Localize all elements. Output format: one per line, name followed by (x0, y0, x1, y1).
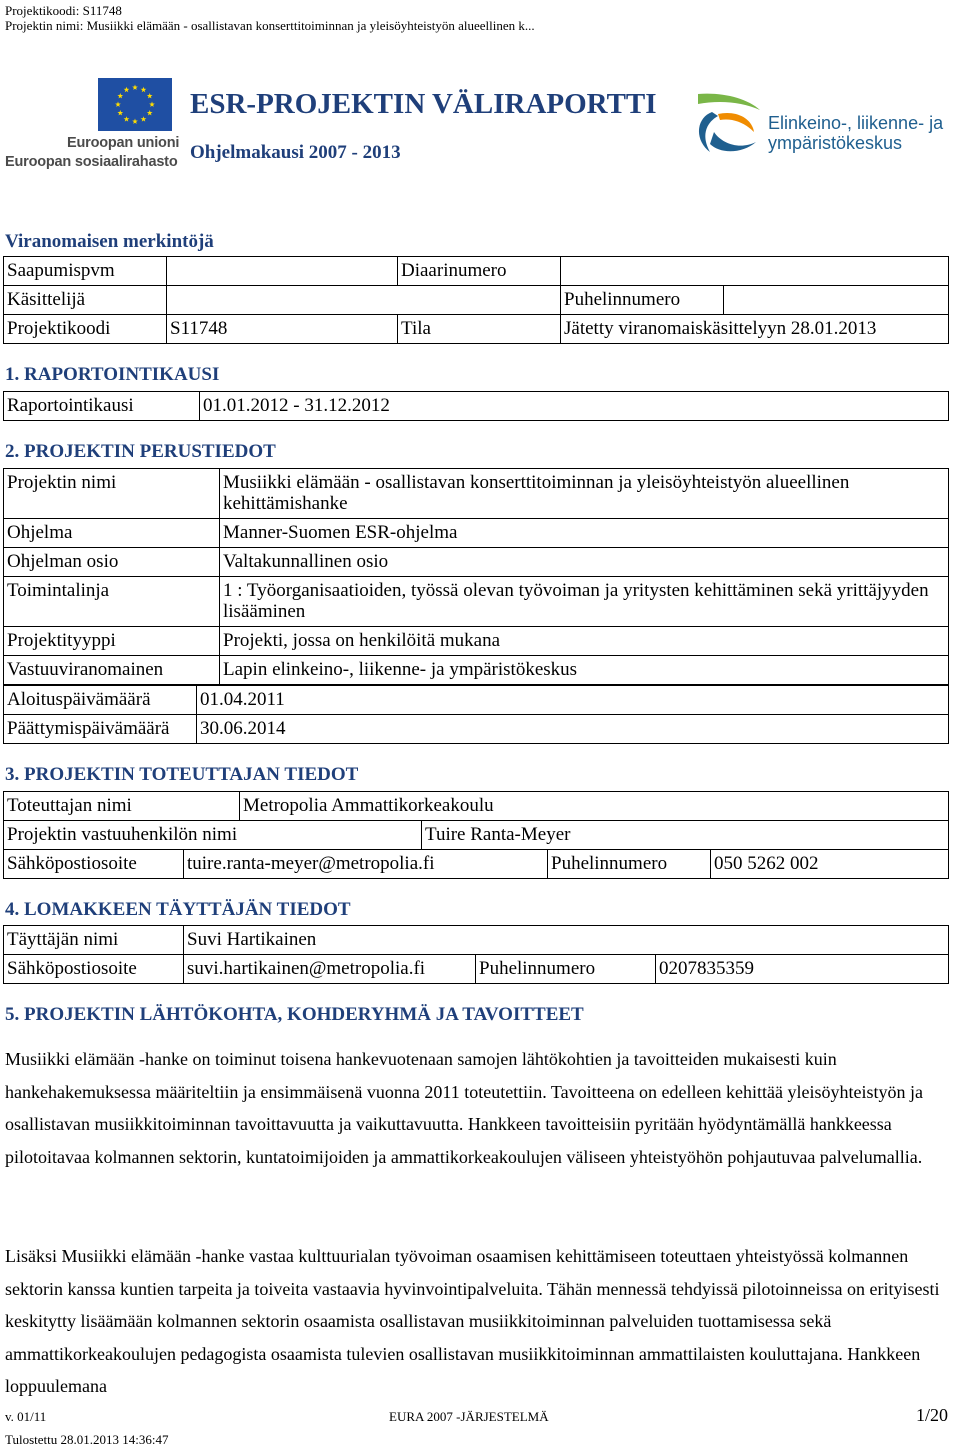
eu-star-icon (124, 116, 130, 121)
table-row (4, 519, 949, 548)
eu-star-icon (149, 102, 155, 107)
eu-star-icon (141, 87, 147, 92)
page-subtitle: Ohjelmakausi 2007 - 2013 (190, 142, 401, 163)
eu-star-icon (147, 110, 153, 115)
eu-star-icon (124, 87, 130, 92)
eu-star-icon (147, 93, 153, 98)
action-line-label: Toimintalinja (4, 577, 220, 627)
goals-paragraph-1: Musiikki elämään -hanke on toiminut toisena hankevuotenaan samojen lähtökohtien ja tavoitteiden mukaisesti kuin hankehakemuksessa määriteltiin ja ensimmäisenä vuonna 2011 toteutettiin. Tavoitteena on edelleen kehittää yleisöyhteistyön ja osallistavan musiikkitoiminnan tavoittavuutta ja vaikuttavuutta. Hankkeen tavoitteisiin pyritään hyödyntämällä hankkeessa pilotoitavaa kolmannen sektorin, kuntatoimijoiden ja ammattikorkeakoulujen väliseen yhteistyöhön pohjautuvaa palvelumallia. (5, 1049, 923, 1167)
table-row (4, 821, 949, 850)
dates-table (3, 685, 949, 744)
goals-heading: 5. PROJEKTIN LÄHTÖKOHTA, KOHDERYHMÄ JA TAVOITTEET (5, 1004, 584, 1025)
basic-heading: 2. PROJEKTIN PERUSTIEDOT (5, 441, 276, 462)
arrival-label: Saapumispvm (4, 257, 167, 286)
code-value: S11748 (167, 315, 398, 344)
implementer-heading: 3. PROJEKTIN TOTEUTTAJAN TIEDOT (5, 764, 359, 785)
implementer-person-table (3, 820, 949, 850)
responsible-person-value: Tuire Ranta-Meyer (422, 821, 949, 850)
authority-phone-value (724, 286, 949, 315)
responsible-authority-value: Lapin elinkeino-, liikenne- ja ympäristökeskus (220, 656, 949, 685)
table-row (4, 469, 949, 519)
table-row (4, 715, 949, 744)
table-row (4, 286, 949, 315)
ely-logo-text (768, 113, 943, 153)
period-heading: 1. RAPORTOINTIKAUSI (5, 364, 220, 385)
start-date-value: 01.04.2011 (197, 686, 949, 715)
table-row (4, 686, 949, 715)
ely-line2: ympäristökeskus (768, 133, 903, 153)
table-row (4, 257, 949, 286)
program-part-value: Valtakunnallinen osio (220, 548, 949, 577)
period-table (3, 391, 949, 421)
page-title: ESR-PROJEKTIN VÄLIRAPORTTI (190, 88, 657, 120)
ely-line1: Elinkeino-, liikenne- ja (768, 113, 944, 133)
responsible-authority-label: Vastuuviranomainen (4, 656, 220, 685)
footer-printed: Tulostettu 28.01.2013 14:36:47 (5, 1432, 169, 1447)
handler-value (167, 286, 561, 315)
authority-phone-label: Puhelinnumero (561, 286, 724, 315)
authority-heading: Viranomaisen merkintöjä (5, 231, 214, 252)
responsible-person-label: Projektin vastuuhenkilön nimi (4, 821, 422, 850)
eu-stars-icon (98, 78, 172, 131)
eu-logo-text (5, 134, 179, 172)
filler-name-value: Suvi Hartikainen (184, 926, 949, 955)
filler-phone-value: 0207835359 (656, 955, 949, 984)
action-line-value: 1 : Työorganisaatioiden, työssä olevan työvoiman ja yritysten kehittäminen sekä yrittäjyyden lisääminen (220, 577, 949, 627)
table-row (4, 577, 949, 627)
footer-system: EURA 2007 -JÄRJESTELMÄ (389, 1409, 549, 1424)
basic-table (3, 468, 949, 685)
implementer-name-value: Metropolia Ammattikorkeakoulu (240, 792, 949, 821)
implementer-phone-label: Puhelinnumero (548, 850, 711, 879)
start-date-label: Aloituspäivämäärä (4, 686, 197, 715)
program-value: Manner-Suomen ESR-ohjelma (220, 519, 949, 548)
program-part-label: Ohjelman osio (4, 548, 220, 577)
ely-logo-icon (692, 92, 762, 158)
eu-flag-logo (98, 78, 172, 131)
handler-label: Käsittelijä (4, 286, 167, 315)
implementer-contact-table (3, 849, 949, 879)
implementer-email-value: tuire.ranta-meyer@metropolia.fi (184, 850, 548, 879)
table-row (4, 627, 949, 656)
end-date-value: 30.06.2014 (197, 715, 949, 744)
implementer-name-table (3, 791, 949, 821)
goals-paragraph-2: Lisäksi Musiikki elämään -hanke vastaa kulttuurialan työvoiman osaamisen kehittämiseen toteuttaen yhteistyössä kolmannen sektorin kanssa kuntien tarpeita ja toiveita vastaavia hyvinvointipalveluita. Tähän mennessä tehdyissä pilotoinneissa on erityisesti keskitytty lisäämään kolmannen sektorin osaamista osallistavan musiikkitoiminnan palveluiden tuottamisessa sekä ammattikorkeakoulujen pedagogista osaamista tulevien osallistavan musiikkitoiminnan ammattilaisten kouluttajana. Hankkeen loppuulemana (5, 1246, 940, 1396)
meta-project-code: Projektikoodi: S11748 (5, 3, 122, 18)
eu-star-icon (141, 116, 147, 121)
eu-star-icon (117, 93, 123, 98)
project-type-label: Projektityyppi (4, 627, 220, 656)
eu-star-icon (117, 110, 123, 115)
project-name-label: Projektin nimi (4, 469, 220, 519)
table-row (4, 955, 949, 984)
program-label: Ohjelma (4, 519, 220, 548)
filler-name-label: Täyttäjän nimi (4, 926, 184, 955)
footer-version: v. 01/11 (5, 1409, 47, 1424)
eu-star-icon (132, 119, 138, 124)
end-date-label: Päättymispäivämäärä (4, 715, 197, 744)
project-type-value: Projekti, jossa on henkilöitä mukana (220, 627, 949, 656)
table-row (4, 656, 949, 685)
table-row (4, 392, 949, 421)
filler-phone-label: Puhelinnumero (476, 955, 656, 984)
filler-contact-table (3, 954, 949, 984)
table-row (4, 315, 949, 344)
status-value: Jätetty viranomaiskäsittelyyn 28.01.2013 (561, 315, 949, 344)
table-row (4, 926, 949, 955)
eu-line2: Euroopan sosiaalirahasto (5, 154, 178, 170)
eu-line1: Euroopan unioni (67, 135, 180, 151)
implementer-phone-value: 050 5262 002 (711, 850, 949, 879)
project-name-value: Musiikki elämään - osallistavan konserttitoiminnan ja yleisöyhteistyön alueellinen kehittämishanke (220, 469, 949, 519)
table-row (4, 548, 949, 577)
diary-value (561, 257, 949, 286)
filler-name-table (3, 925, 949, 955)
period-label: Raportointikausi (4, 392, 200, 421)
filler-email-value: suvi.hartikainen@metropolia.fi (184, 955, 476, 984)
code-label: Projektikoodi (4, 315, 167, 344)
eu-star-icon (115, 102, 121, 107)
meta-project-name: Projektin nimi: Musiikki elämään - osallistavan konserttitoiminnan ja yleisöyhteistyön alueellinen k... (5, 18, 535, 33)
implementer-email-label: Sähköpostiosoite (4, 850, 184, 879)
arrival-value (167, 257, 398, 286)
footer-page-number: 1/20 (916, 1405, 949, 1425)
diary-label: Diaarinumero (398, 257, 561, 286)
filler-heading: 4. LOMAKKEEN TÄYTTÄJÄN TIEDOT (5, 899, 351, 920)
authority-table (3, 256, 949, 344)
implementer-name-label: Toteuttajan nimi (4, 792, 240, 821)
table-row (4, 850, 949, 879)
filler-email-label: Sähköpostiosoite (4, 955, 184, 984)
status-label: Tila (398, 315, 561, 344)
period-value: 01.01.2012 - 31.12.2012 (200, 392, 949, 421)
eu-star-icon (132, 85, 138, 90)
table-row (4, 792, 949, 821)
